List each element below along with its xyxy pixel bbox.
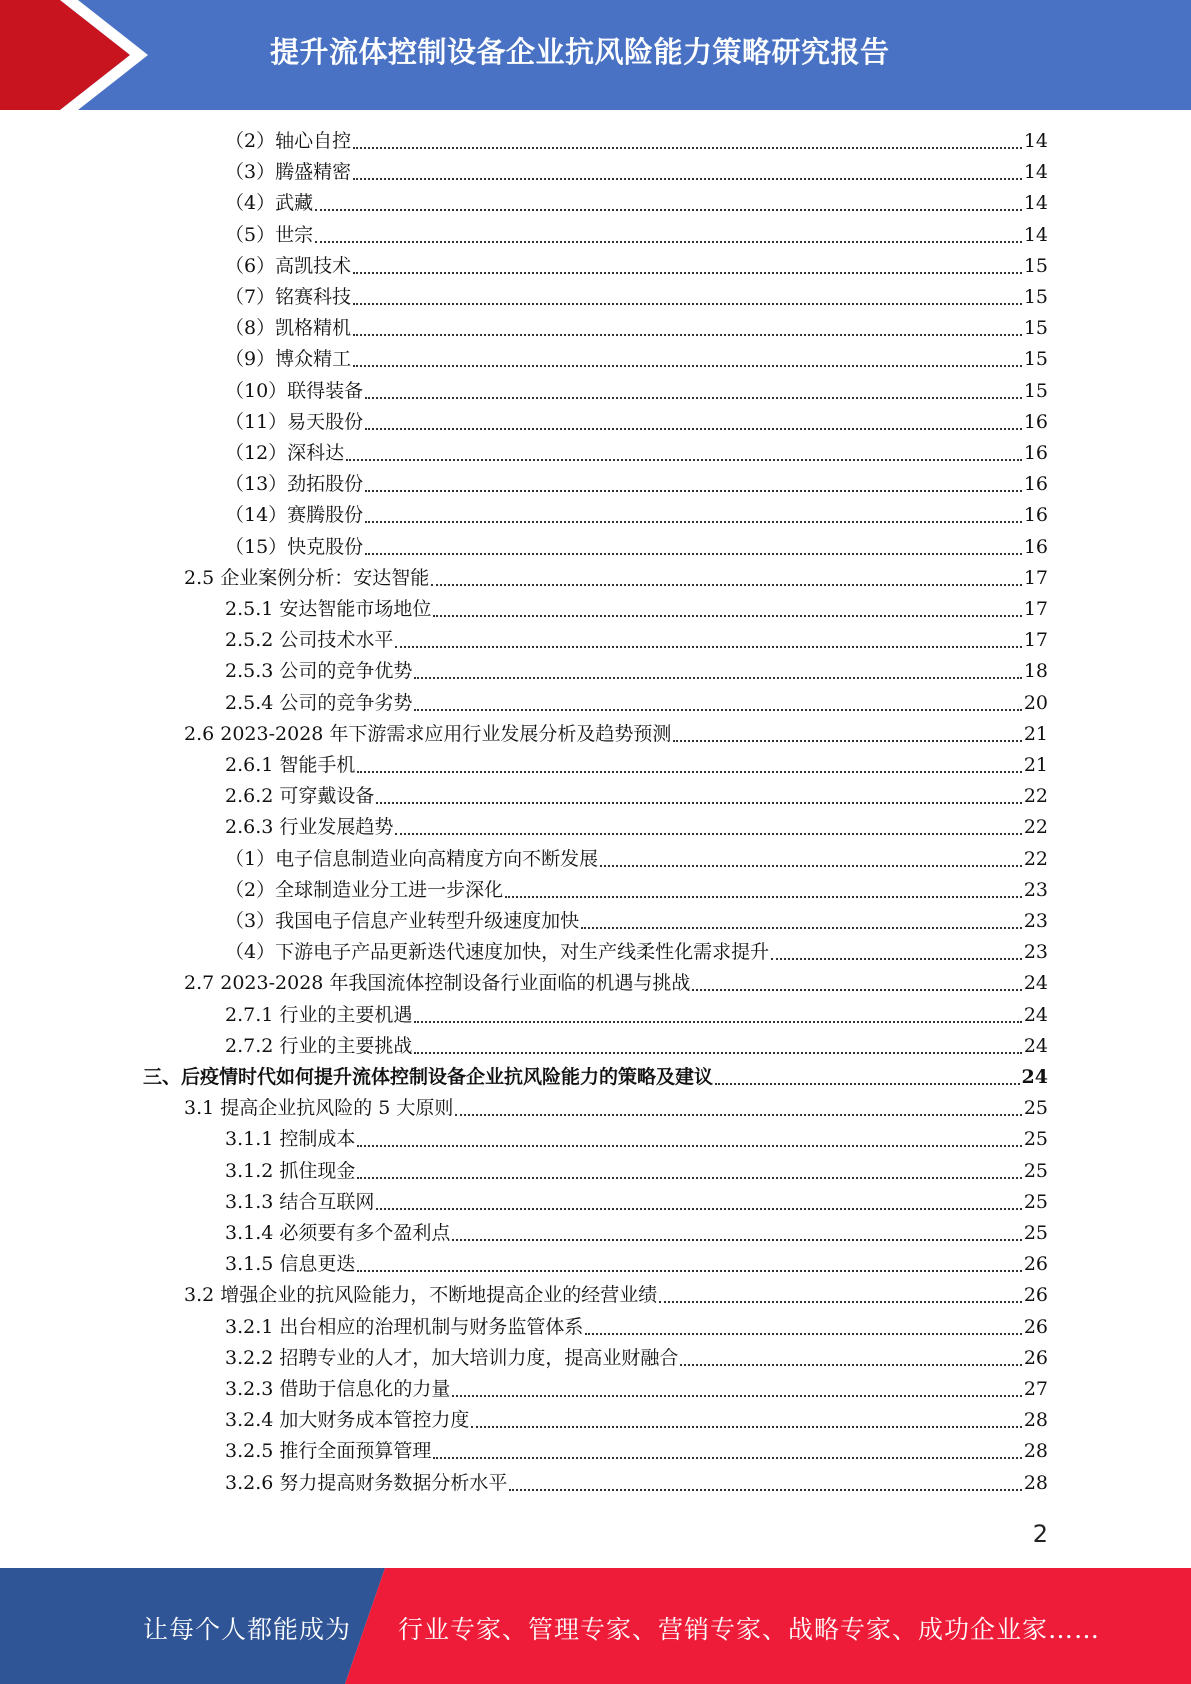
toc-entry-label: （8）凯格精机: [225, 317, 352, 340]
toc-entry[interactable]: [184, 968, 1048, 999]
toc-entry-label: （5）世宗: [225, 223, 314, 246]
toc-entry[interactable]: [225, 781, 1048, 812]
toc-entry-label: 2.7.2 行业的主要挑战: [225, 1034, 413, 1057]
toc-dot-leader: [452, 1395, 1021, 1397]
toc-entry-page: 15: [1023, 379, 1048, 402]
toc-dot-leader: [452, 1239, 1021, 1241]
toc-dot-leader: [353, 365, 1022, 367]
toc-dot-leader: [581, 927, 1022, 929]
toc-entry-page: 16: [1023, 442, 1048, 464]
toc-entry[interactable]: [225, 1249, 1048, 1280]
footer-slogan-right: 行业专家、管理专家、营销专家、战略专家、成功企业家……: [398, 1615, 1101, 1644]
toc-entry[interactable]: [184, 563, 1048, 594]
toc-entry[interactable]: [225, 438, 1048, 469]
report-header: [0, 0, 1191, 110]
toc-entry-page: 17: [1023, 629, 1048, 652]
toc-dot-leader: [357, 771, 1021, 773]
toc-dot-leader: [365, 490, 1022, 492]
header-red-arrow: [0, 0, 130, 110]
toc-entry-page: 26: [1023, 1253, 1048, 1276]
toc-entry-page: 14: [1023, 130, 1048, 152]
toc-dot-leader: [357, 1177, 1021, 1179]
toc-entry-label: 2.6 2023-2028 年下游需求应用行业发展分析及趋势预测: [184, 722, 672, 745]
toc-entry-label: 2.5.2 公司技术水平: [225, 629, 394, 652]
toc-entry-label: 2.6.1 智能手机: [225, 754, 356, 776]
toc-entry-page: 18: [1023, 660, 1048, 683]
toc-entry[interactable]: [225, 1468, 1048, 1499]
toc-entry[interactable]: [225, 594, 1048, 625]
toc-entry[interactable]: [225, 126, 1048, 157]
toc-dot-leader: [673, 740, 1021, 742]
toc-entry-label: （11）易天股份: [225, 410, 364, 433]
toc-dot-leader: [600, 865, 1022, 867]
toc-dot-leader: [353, 334, 1022, 336]
toc-entry[interactable]: [184, 1280, 1048, 1311]
toc-entry-page: 23: [1023, 878, 1048, 901]
toc-entry[interactable]: [225, 1187, 1048, 1218]
toc-entry[interactable]: [225, 1218, 1048, 1249]
toc-entry-label: （2）轴心自控: [225, 130, 352, 152]
report-footer: [0, 1568, 1191, 1684]
toc-dot-leader: [357, 1145, 1021, 1147]
toc-entry-page: 16: [1023, 504, 1048, 527]
toc-entry-page: 26: [1023, 1284, 1048, 1307]
toc-entry-label: 3.2.6 努力提高财务数据分析水平: [225, 1471, 508, 1494]
toc-entry-label: 3.2.5 推行全面预算管理: [225, 1440, 432, 1463]
toc-entry-label: （10）联得装备: [225, 379, 364, 402]
toc-entry-page: 22: [1023, 816, 1048, 839]
page-number: 2: [1032, 1520, 1048, 1548]
toc-entry[interactable]: [225, 1031, 1048, 1062]
toc-entry[interactable]: [225, 1405, 1048, 1436]
toc-entry-page: 14: [1023, 161, 1048, 184]
toc-dot-leader: [433, 615, 1021, 617]
toc-entry-page: 21: [1023, 754, 1048, 776]
toc-dot-leader: [414, 709, 1021, 711]
toc-entry-page: 25: [1023, 1222, 1048, 1244]
toc-entry[interactable]: [225, 1343, 1048, 1374]
toc-dot-leader: [680, 1364, 1021, 1366]
toc-entry-page: 27: [1023, 1378, 1048, 1400]
toc-entry-label: 3.1.4 必须要有多个盈利点: [225, 1222, 451, 1244]
toc-entry-page: 28: [1023, 1471, 1048, 1494]
toc-entry-label: 3.2.3 借助于信息化的力量: [225, 1378, 451, 1400]
toc-entry[interactable]: [225, 625, 1048, 656]
toc-entry-page: 16: [1023, 535, 1048, 558]
toc-dot-leader: [692, 989, 1021, 991]
toc-entry-page: 24: [1021, 1066, 1048, 1088]
toc-entry-page: 25: [1023, 1097, 1048, 1120]
toc-entry[interactable]: [225, 532, 1048, 563]
toc-entry[interactable]: [225, 1312, 1048, 1343]
toc-entry[interactable]: [184, 1093, 1048, 1124]
toc-entry-label: 2.5.3 公司的竞争优势: [225, 660, 413, 683]
toc-entry-label: 3.2.2 招聘专业的人才，加大培训力度，提高业财融合: [225, 1346, 679, 1369]
toc-entry-page: 26: [1023, 1346, 1048, 1369]
toc-entry-page: 15: [1023, 348, 1048, 371]
toc-entry-label: 2.6.3 行业发展趋势: [225, 816, 394, 839]
toc-dot-leader: [315, 241, 1022, 243]
toc-dot-leader: [365, 397, 1022, 399]
toc-entry-label: （15）快克股份: [225, 535, 364, 558]
toc-entry[interactable]: [184, 719, 1048, 750]
toc-entry-label: 3.1.3 结合互联网: [225, 1190, 375, 1213]
toc-entry-label: 3.1.1 控制成本: [225, 1128, 356, 1151]
toc-dot-leader: [315, 209, 1022, 211]
toc-entry-page: 22: [1023, 847, 1048, 870]
toc-dot-leader: [365, 521, 1022, 523]
toc-entry[interactable]: [225, 937, 1048, 968]
report-title: 提升流体控制设备企业抗风险能力策略研究报告: [270, 35, 890, 69]
toc-entry-page: 23: [1023, 941, 1048, 964]
toc-entry-page: 15: [1023, 286, 1048, 308]
toc-entry[interactable]: [225, 875, 1048, 906]
toc-entry-label: 3.2.1 出台相应的治理机制与财务监管体系: [225, 1315, 584, 1338]
toc-entry[interactable]: [143, 1062, 1048, 1093]
toc-entry-page: 28: [1023, 1409, 1048, 1432]
toc-entry-page: 16: [1023, 473, 1048, 496]
toc-dot-leader: [365, 553, 1022, 555]
toc-entry[interactable]: [225, 469, 1048, 500]
toc-dot-leader: [353, 272, 1022, 274]
footer-slogan-left: 让每个人都能成为: [143, 1615, 352, 1644]
toc-entry[interactable]: [225, 313, 1048, 344]
toc-entry-page: 28: [1023, 1440, 1048, 1463]
toc-dot-leader: [414, 1052, 1021, 1054]
toc-dot-leader: [346, 459, 1022, 461]
toc-entry-label: （3）我国电子信息产业转型升级速度加快: [225, 910, 580, 932]
toc-entry-label: 3.1 提高企业抗风险的 5 大原则: [184, 1097, 454, 1120]
toc-dot-leader: [585, 1333, 1021, 1335]
toc-dot-leader: [376, 802, 1021, 804]
toc-dot-leader: [414, 1021, 1021, 1023]
toc-entry-label: （3）腾盛精密: [225, 161, 352, 184]
toc-dot-leader: [395, 646, 1021, 648]
toc-entry-label: （13）劲拓股份: [225, 473, 364, 496]
toc-entry[interactable]: [225, 906, 1048, 937]
toc-entry[interactable]: [225, 1436, 1048, 1467]
toc-entry-page: 15: [1023, 317, 1048, 340]
toc-entry-page: 22: [1023, 785, 1048, 808]
toc-dot-leader: [505, 896, 1022, 898]
toc-entry-label: 2.7.1 行业的主要机遇: [225, 1003, 413, 1026]
toc-entry-label: （4）武藏: [225, 192, 314, 215]
toc-entry-page: 14: [1023, 223, 1048, 246]
toc-entry[interactable]: [225, 251, 1048, 282]
toc-entry[interactable]: [225, 407, 1048, 438]
toc-entry-label: （9）博众精工: [225, 348, 352, 371]
toc-entry[interactable]: [225, 688, 1048, 719]
toc-dot-leader: [455, 1114, 1021, 1116]
toc-dot-leader: [357, 1270, 1021, 1272]
toc-entry-label: 3.2 增强企业的抗风险能力，不断地提高企业的经营业绩: [184, 1284, 658, 1307]
toc-dot-leader: [376, 1208, 1021, 1210]
toc-entry[interactable]: [225, 656, 1048, 687]
toc-entry[interactable]: [225, 750, 1048, 781]
toc-dot-leader: [431, 584, 1022, 586]
toc-entry-page: 25: [1023, 1128, 1048, 1151]
toc-dot-leader: [353, 178, 1022, 180]
toc-entry[interactable]: [225, 220, 1048, 251]
toc-entry-page: 26: [1023, 1315, 1048, 1338]
toc-entry-page: 24: [1023, 1034, 1048, 1057]
toc-entry-label: （14）赛腾股份: [225, 504, 364, 527]
toc-entry-page: 17: [1023, 598, 1048, 620]
toc-entry[interactable]: [225, 157, 1048, 188]
toc-dot-leader: [395, 833, 1021, 835]
toc-entry[interactable]: [225, 1124, 1048, 1155]
toc-entry-page: 21: [1023, 722, 1048, 745]
toc-entry[interactable]: [225, 844, 1048, 875]
toc-entry[interactable]: [225, 812, 1048, 843]
toc-entry[interactable]: [225, 282, 1048, 313]
toc-entry[interactable]: [225, 1000, 1048, 1031]
toc-entry-page: 25: [1023, 1190, 1048, 1213]
toc-dot-leader: [433, 1457, 1021, 1459]
toc-entry-label: 3.1.5 信息更迭: [225, 1253, 356, 1276]
toc-entry[interactable]: [225, 1374, 1048, 1405]
toc-entry-label: 3.1.2 抓住现金: [225, 1159, 356, 1182]
toc-dot-leader: [509, 1489, 1021, 1491]
toc-entry[interactable]: [225, 500, 1048, 531]
toc-entry-label: 2.5 企业案例分析：安达智能: [184, 566, 430, 589]
toc-entry-page: 14: [1023, 192, 1048, 215]
toc-entry-label: （7）铭赛科技: [225, 286, 352, 308]
toc-entry-label: 2.6.2 可穿戴设备: [225, 785, 375, 808]
toc-entry-label: 3.2.4 加大财务成本管控力度: [225, 1409, 470, 1432]
toc-entry-label: 2.5.1 安达智能市场地位: [225, 598, 432, 620]
toc-dot-leader: [471, 1426, 1021, 1428]
toc-dot-leader: [659, 1301, 1022, 1303]
toc-entry[interactable]: [225, 188, 1048, 219]
toc-entry-label: （6）高凯技术: [225, 254, 352, 277]
toc-entry-page: 23: [1023, 910, 1048, 932]
toc-entry[interactable]: [225, 344, 1048, 375]
toc-entry-page: 24: [1023, 1003, 1048, 1026]
toc-dot-leader: [414, 677, 1021, 679]
toc-entry-page: 15: [1023, 254, 1048, 277]
toc-entry[interactable]: [225, 376, 1048, 407]
toc-dot-leader: [771, 958, 1022, 960]
toc-dot-leader: [365, 428, 1022, 430]
toc-entry-page: 16: [1023, 410, 1048, 433]
toc-entry-label: 2.5.4 公司的竞争劣势: [225, 691, 413, 714]
toc-entry-page: 17: [1023, 566, 1048, 589]
toc-entry-page: 20: [1023, 691, 1048, 714]
toc-entry-label: （12）深科达: [225, 442, 345, 464]
toc-entry-label: （1）电子信息制造业向高精度方向不断发展: [225, 847, 599, 870]
toc-entry-label: （4）下游电子产品更新迭代速度加快，对生产线柔性化需求提升: [225, 941, 770, 964]
toc-entry-page: 24: [1023, 972, 1048, 995]
toc-entry-page: 25: [1023, 1159, 1048, 1182]
toc-entry-label: 2.7 2023-2028 年我国流体控制设备行业面临的机遇与挑战: [184, 972, 691, 995]
toc-entry[interactable]: [225, 1156, 1048, 1187]
toc-dot-leader: [715, 1083, 1020, 1085]
toc-dot-leader: [353, 147, 1022, 149]
toc-entry-label: （2）全球制造业分工进一步深化: [225, 878, 504, 901]
toc-entry-label: 三、后疫情时代如何提升流体控制设备企业抗风险能力的策略及建议: [143, 1066, 714, 1088]
toc-dot-leader: [353, 303, 1022, 305]
